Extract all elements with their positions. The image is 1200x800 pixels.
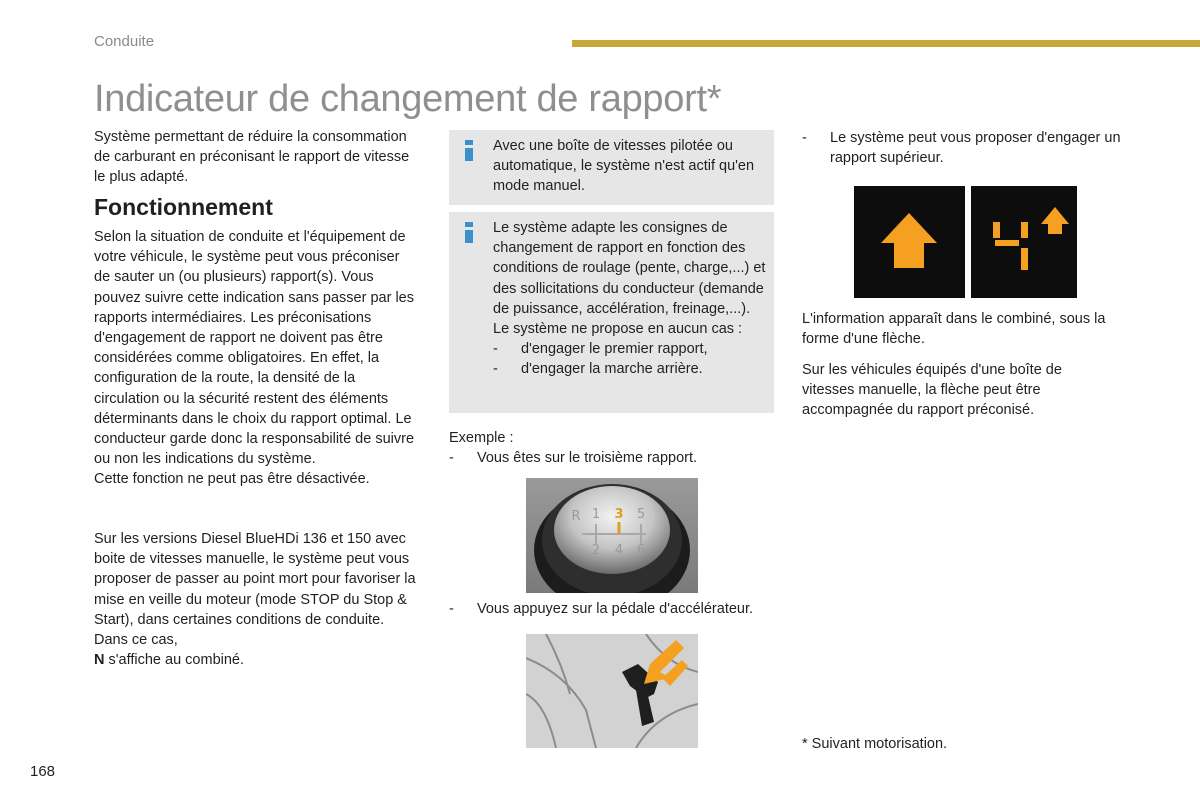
page-number: 168: [30, 763, 56, 780]
not-disableable-note: Cette fonction ne peut pas être désactivée.: [94, 471, 370, 488]
page-title: Indicateur de changement de rapport*: [94, 78, 722, 120]
info-text-adaptation: Le système adapte les consignes de changement de rapport en fonction des conditions de roulage (pente, charge,...) et des sollicitations du conducteur (demande de puissance, accélération, freinage,...).: [493, 220, 766, 317]
gear-label: 6: [636, 543, 646, 558]
accelerator-pedal-illustration: [526, 634, 698, 748]
gear-label: R: [571, 509, 581, 524]
intro-paragraph: Système permettant de réduire la consommation de carburant en préconisant le rapport de vitesse le plus adapté.: [94, 129, 410, 186]
example-label: Exemple :: [449, 430, 514, 446]
section-label: Conduite: [94, 33, 155, 50]
list-item: - d'engager la marche arrière.: [493, 361, 703, 378]
info-box-adaptation: [449, 212, 774, 413]
footnote: * Suivant motorisation.: [802, 736, 948, 752]
example-step: - Vous appuyez sur la pédale d'accélérateur.: [449, 601, 754, 617]
section-heading: Fonctionnement: [94, 194, 273, 220]
gear-label: 2: [591, 543, 601, 558]
info-text-automatic: Avec une boîte de vitesses pilotée ou automatique, le système n'est actif qu'en mode manuel.: [493, 138, 755, 195]
info-icon: [465, 140, 473, 161]
gear-label-selected: 3: [614, 507, 624, 522]
info-text-restriction: Le système ne propose en aucun cas :: [493, 321, 743, 338]
neutral-symbol: N: [94, 652, 105, 669]
gear-knob-illustration: [526, 478, 698, 593]
info-box-automatic: [449, 130, 774, 205]
upshift-arrow-display: [854, 186, 965, 298]
bullet-upshift: - Le système peut vous proposer d'engager un rapport supérieur.: [802, 130, 1121, 167]
gear-label: 5: [636, 507, 646, 522]
gear-label: 1: [591, 507, 601, 522]
info-icon: [465, 222, 473, 243]
manual-gearbox-paragraph: Sur les véhicules équipés d'une boîte de vitesses manuelle, la flèche peut être accompagnée du rapport préconisé.: [802, 362, 1062, 419]
header-accent-bar: [572, 40, 1200, 47]
display-info-paragraph: L'information apparaît dans le combiné, sous la forme d'une flèche.: [802, 311, 1106, 348]
fonctionnement-paragraph: Selon la situation de conduite et l'équipement de votre véhicule, le système peut vous préconiser de sauter un (ou plusieurs) rapport(s). Vous pouvez suivre cette indication sans passer par les rapports intermédiaires. Les préconisations d'engagement de rapport ne doivent pas être considérées comme obligatoires. En effet, la configuration de la route, la densité de la circulation ou la sécurité restent des éléments déterminants dans le choix du rapport optimal. Le conducteur garde donc la responsabilité de suivre ou non les indications du système.: [94, 229, 415, 468]
example-step: - Vous êtes sur le troisième rapport.: [449, 450, 698, 466]
diesel-paragraph-end: s'affiche au combiné.: [104, 652, 245, 669]
list-item: - d'engager le premier rapport,: [493, 341, 708, 358]
fonctionnement-text: [94, 227, 416, 490]
diesel-paragraph: [94, 529, 416, 670]
diesel-paragraph-text: Sur les versions Diesel BlueHDi 136 et 150 avec boite de vitesses manuelle, le système peut vous proposer de passer au point mort pour favoriser la mise en veille du moteur (mode STOP du Stop & Start), dans certaines conditions de conduite. Dans ce cas,: [94, 531, 416, 649]
gear-label: 4: [614, 543, 624, 558]
upshift-gear-display: [971, 186, 1077, 298]
